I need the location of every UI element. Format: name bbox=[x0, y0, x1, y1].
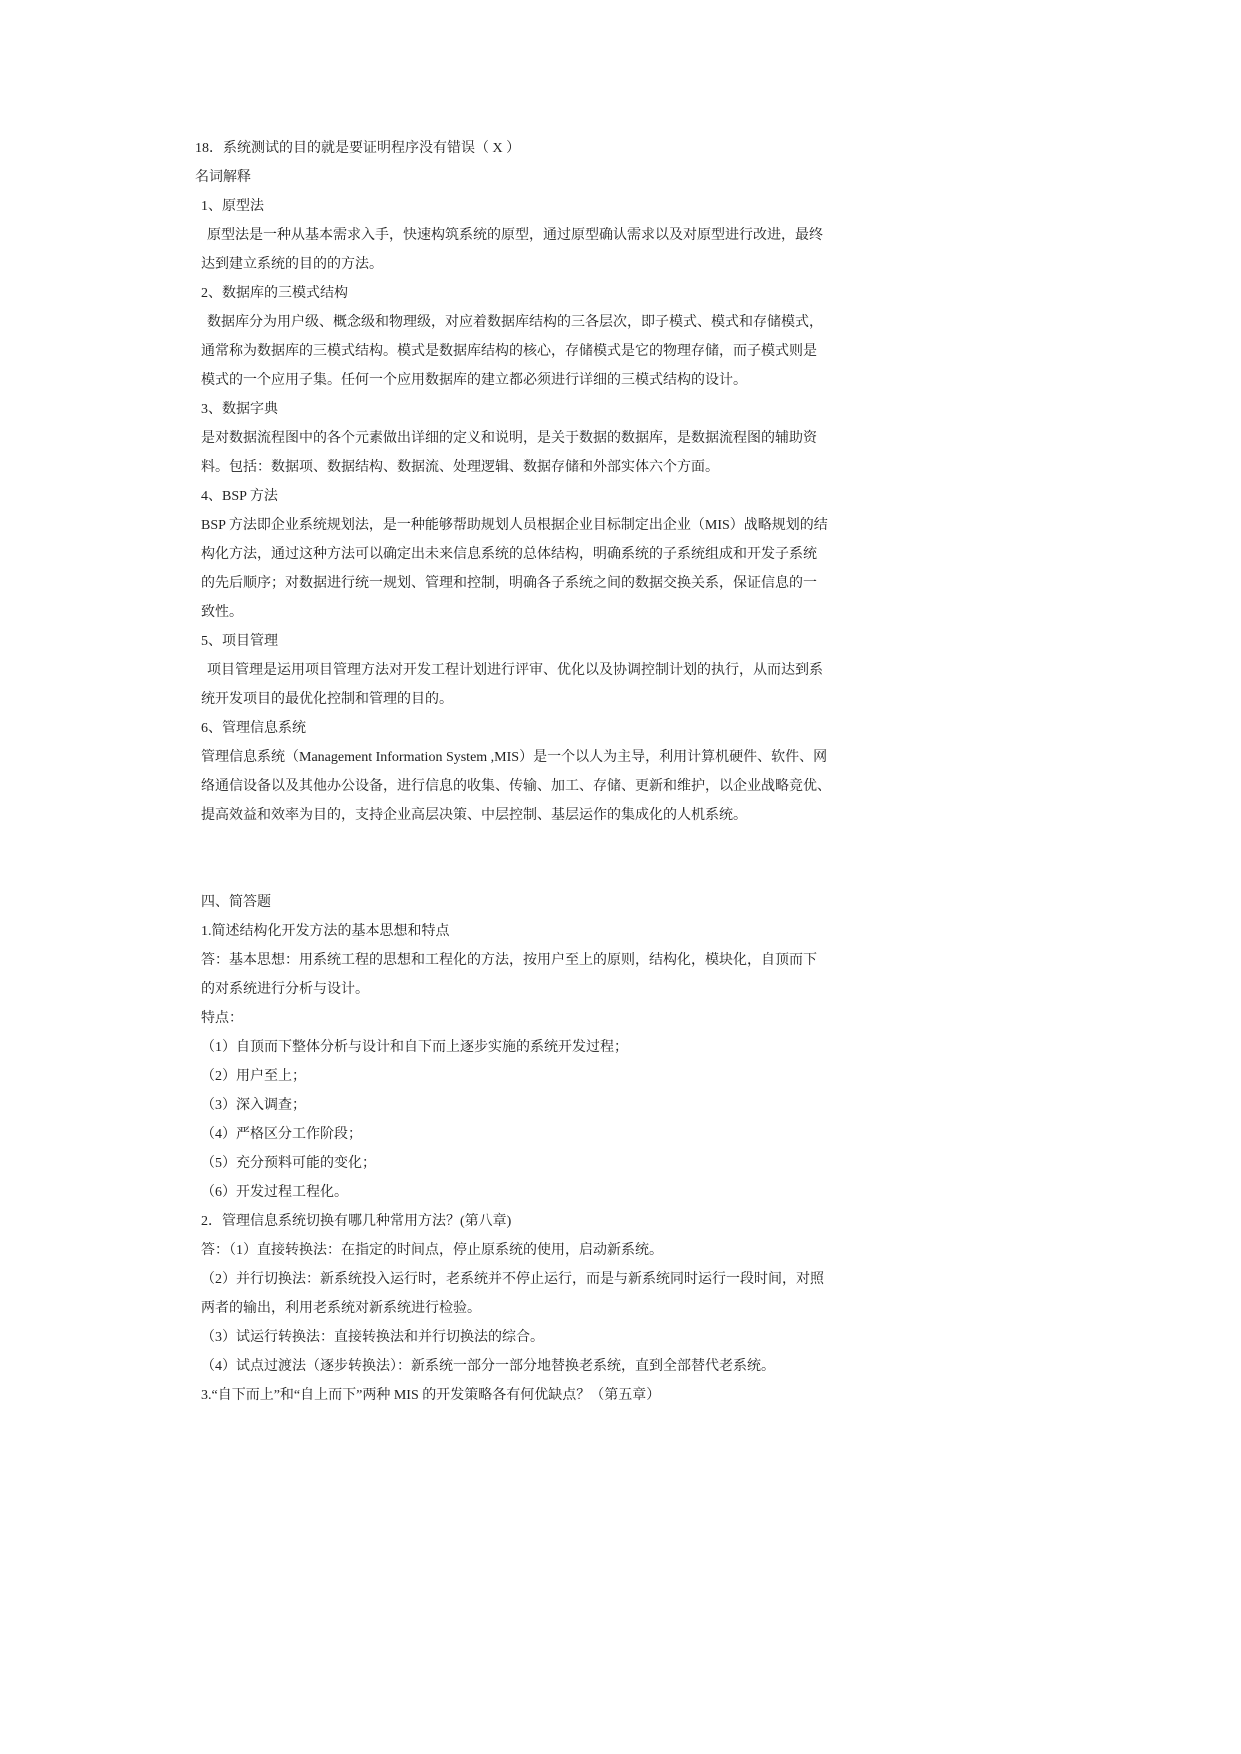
term-title: 3、数据字典 bbox=[201, 402, 278, 417]
question-title: 2．管理信息系统切换有哪几种常用方法？(第八章) bbox=[201, 1214, 512, 1229]
answer-line: （1）自顶而下整体分析与设计和自下而上逐步实施的系统开发过程； bbox=[201, 1040, 628, 1055]
section-gap bbox=[195, 830, 1095, 888]
answer-line: 特点： bbox=[201, 1011, 243, 1026]
definition-line: 达到建立系统的目的的方法。 bbox=[201, 257, 383, 272]
answer-line: （2）用户至上； bbox=[201, 1069, 306, 1084]
definition-line: 管理信息系统（Management Information System ,MIS）是一个以人为主导，利用计算机硬件、软件、网 bbox=[201, 750, 828, 765]
document-page bbox=[195, 134, 1095, 1410]
definition-line: 料。包括：数据项、数据结构、数据流、处理逻辑、数据存储和外部实体六个方面。 bbox=[201, 460, 719, 475]
answer-line: 答：（1）直接转换法：在指定的时间点，停止原系统的使用，启动新系统。 bbox=[201, 1243, 663, 1258]
answer-line: 的对系统进行分析与设计。 bbox=[201, 982, 369, 997]
definition-line: 构化方法，通过这种方法可以确定出未来信息系统的总体结构，明确系统的子系统组成和开发子系统 bbox=[201, 547, 817, 562]
answer-line: （6）开发过程工程化。 bbox=[201, 1185, 348, 1200]
section-heading: 四、简答题 bbox=[201, 895, 271, 910]
term-title: 2、数据库的三模式结构 bbox=[201, 286, 348, 301]
answer-line: 两者的输出，利用老系统对新系统进行检验。 bbox=[201, 1301, 481, 1316]
answer-line: （3）试运行转换法：直接转换法和并行切换法的综合。 bbox=[201, 1330, 544, 1345]
definition-line: 提高效益和效率为目的，支持企业高层决策、中层控制、基层运作的集成化的人机系统。 bbox=[201, 808, 747, 823]
definition-line: 数据库分为用户级、概念级和物理级，对应着数据库结构的三各层次，即子模式、模式和存储模式， bbox=[207, 315, 823, 330]
definition-line: 统开发项目的最优化控制和管理的目的。 bbox=[201, 692, 453, 707]
answer-line: （4）严格区分工作阶段； bbox=[201, 1127, 362, 1142]
definition-line: 项目管理是运用项目管理方法对开发工程计划进行评审、优化以及协调控制计划的执行，从而达到系 bbox=[207, 663, 823, 678]
term-title: 6、管理信息系统 bbox=[201, 721, 306, 736]
answer-line: （5）充分预料可能的变化； bbox=[201, 1156, 376, 1171]
answer-line: （3）深入调查； bbox=[201, 1098, 306, 1113]
question-title: 1.简述结构化开发方法的基本思想和特点 bbox=[201, 924, 450, 939]
definition-line: 通常称为数据库的三模式结构。模式是数据库结构的核心，存储模式是它的物理存储，而子模式则是 bbox=[201, 344, 817, 359]
term-title: 5、项目管理 bbox=[201, 634, 278, 649]
question-title: 3.“自下而上”和“自上而下”两种 MIS 的开发策略各有何优缺点？（第五章） bbox=[201, 1388, 661, 1403]
definition-line: 是对数据流程图中的各个元素做出详细的定义和说明，是关于数据的数据库，是数据流程图的辅助资 bbox=[201, 431, 817, 446]
term-title: 1、原型法 bbox=[201, 199, 264, 214]
true-false-item-18: 18．系统测试的目的就是要证明程序没有错误（ X ） bbox=[195, 141, 521, 156]
definition-line: 模式的一个应用子集。任何一个应用数据库的建立都必须进行详细的三模式结构的设计。 bbox=[201, 373, 747, 388]
definition-line: BSP 方法即企业系统规划法，是一种能够帮助规划人员根据企业目标制定出企业（MIS）战略规划的结 bbox=[201, 518, 828, 533]
definition-line: 原型法是一种从基本需求入手，快速构筑系统的原型，通过原型确认需求以及对原型进行改进，最终 bbox=[207, 228, 823, 243]
definition-line: 络通信设备以及其他办公设备，进行信息的收集、传输、加工、存储、更新和维护，以企业战略竞优、 bbox=[201, 779, 831, 794]
definition-line: 致性。 bbox=[201, 605, 243, 620]
answer-line: 答：基本思想：用系统工程的思想和工程化的方法，按用户至上的原则，结构化，模块化，自顶而下 bbox=[201, 953, 817, 968]
glossary-heading: 名词解释 bbox=[195, 170, 251, 185]
answer-line: （2）并行切换法：新系统投入运行时，老系统并不停止运行，而是与新系统同时运行一段时间，对照 bbox=[201, 1272, 824, 1287]
term-title: 4、BSP 方法 bbox=[201, 489, 278, 504]
answer-line: （4）试点过渡法（逐步转换法）：新系统一部分一部分地替换老系统，直到全部替代老系统。 bbox=[201, 1359, 775, 1374]
definition-line: 的先后顺序；对数据进行统一规划、管理和控制，明确各子系统之间的数据交换关系，保证信息的一 bbox=[201, 576, 817, 591]
